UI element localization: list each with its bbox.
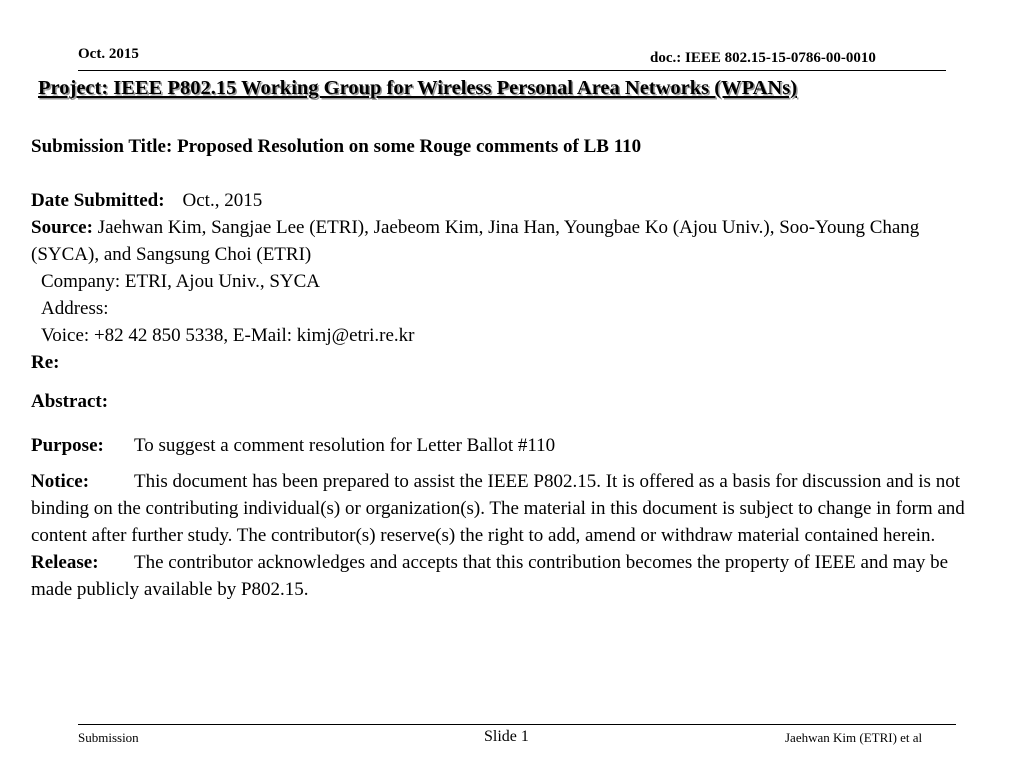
voice-email-line: Voice: +82 42 850 5338, E-Mail: kimj@etri.re.kr (41, 325, 415, 346)
abstract-label: Abstract: (31, 391, 109, 412)
re-label: Re: (31, 352, 60, 373)
footer-slide-number: Slide 1 (484, 728, 529, 745)
project-title: Project: IEEE P802.15 Working Group for Wireless Personal Area Networks (WPANs) (38, 77, 798, 99)
date-submitted-value: Oct., 2015 (182, 190, 263, 211)
release-paragraph (31, 549, 976, 603)
header-doc-id: doc.: IEEE 802.15-15-0786-00-0010 (650, 50, 876, 66)
purpose-label: Purpose: (31, 435, 104, 456)
source-value: Jaehwan Kim, Sangjae Lee (ETRI), Jaebeom Kim, Jina Han, Youngbae Ko (Ajou Univ.), Soo-Young Chang (SYCA), and Sangsung Choi (ETRI) (31, 217, 920, 265)
address-line: Address: (41, 298, 109, 319)
header-date: Oct. 2015 (78, 46, 139, 62)
release-value: The contributor acknowledges and accepts that this contribution becomes the property of IEEE and may be made publicly available by P802.15. (31, 552, 949, 600)
notice-value: This document has been prepared to assist the IEEE P802.15. It is offered as a basis for discussion and is not binding on the contributing individual(s) or organization(s). The material in this document is subject to change in form and content after further study. The contributor(s) reserve(s) the right to add, amend or withdraw material contained herein. (31, 471, 965, 546)
company-line: Company: ETRI, Ajou Univ., SYCA (41, 271, 321, 292)
release-label: Release: (31, 552, 99, 573)
date-submitted-label: Date Submitted: (31, 190, 165, 211)
date-submitted-line (31, 187, 976, 214)
header-divider (78, 70, 946, 71)
source-block (31, 187, 976, 376)
notice-paragraph (31, 468, 976, 549)
submission-title: Submission Title: Proposed Resolution on some Rouge comments of LB 110 (31, 136, 642, 157)
footer-submission: Submission (78, 730, 139, 745)
purpose-line (31, 432, 976, 459)
footer-author: Jaehwan Kim (ETRI) et al (785, 730, 923, 745)
source-label: Source: (31, 217, 93, 238)
footer-divider (78, 724, 956, 725)
notice-label: Notice: (31, 471, 90, 492)
purpose-value: To suggest a comment resolution for Letter Ballot #110 (134, 435, 556, 456)
source-line (31, 214, 976, 268)
notice-release-block (31, 468, 976, 603)
